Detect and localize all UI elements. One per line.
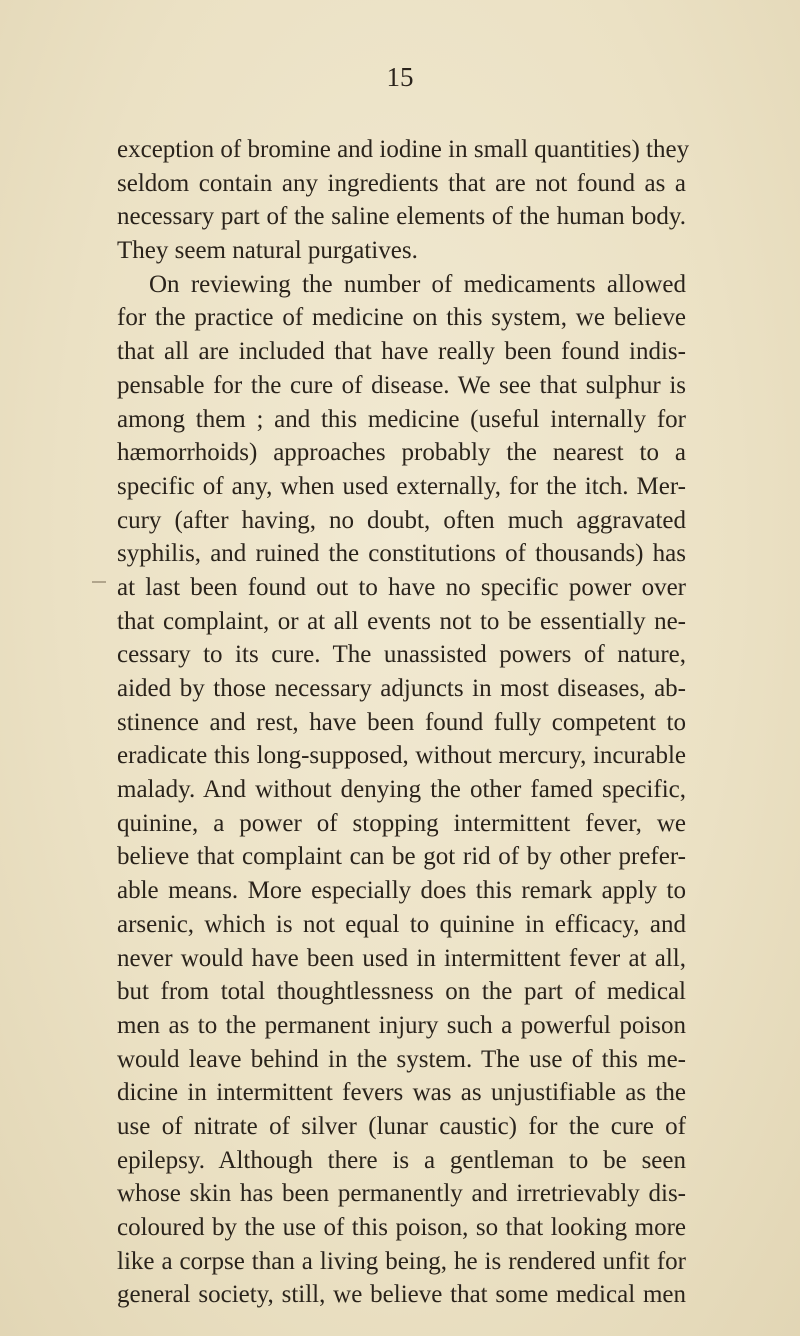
text-line: that complaint, or at all events not to be essentially ne- xyxy=(117,607,686,635)
text-line: aided by those necessary adjuncts in most diseases, ab- xyxy=(117,675,686,702)
text-line: stinence and rest, have been found fully competent to xyxy=(117,708,686,736)
text-line: On reviewing the number of medicaments allowed xyxy=(149,270,686,298)
text-line: but from total thoughtlessness on the part of medical xyxy=(117,978,686,1006)
page-number: 15 xyxy=(386,62,414,92)
text-line: epilepsy. Although there is a gentleman to be seen xyxy=(117,1146,686,1174)
margin-mark xyxy=(92,581,106,583)
text-line: never would have been used in intermittent fever at all, xyxy=(117,944,686,972)
text-line: coloured by the use of this poison, so that looking more xyxy=(117,1214,686,1241)
text-line: among them ; and this medicine (useful internally for xyxy=(117,405,686,433)
text-line: use of nitrate of silver (lunar caustic) for the cure of xyxy=(117,1112,686,1140)
text-line: specific of any, when used externally, for the itch. Mer- xyxy=(117,472,686,500)
text-line: would leave behind in the system. The use of this me- xyxy=(117,1045,686,1073)
text-line: They seem natural purgatives. xyxy=(117,237,418,265)
text-line: eradicate this long-supposed, without mercury, incurable xyxy=(117,742,686,770)
text-line: quinine, a power of stopping intermittent fever, we xyxy=(117,809,686,837)
text-line: for the practice of medicine on this system, we believe xyxy=(117,304,686,332)
text-line: whose skin has been permanently and irretrievably dis- xyxy=(117,1180,686,1208)
text-line: seldom contain any ingredients that are not found as a xyxy=(117,169,686,197)
text-line: pensable for the cure of disease. We see that sulphur is xyxy=(117,371,686,399)
text-line: necessary part of the saline elements of the human body. xyxy=(117,203,686,231)
text-line: general society, still, we believe that some medical men xyxy=(117,1281,686,1309)
text-line: like a corpse than a living being, he is rendered unfit for xyxy=(117,1247,686,1275)
text-line: men as to the permanent injury such a powerful poison xyxy=(117,1011,686,1039)
text-line: cessary to its cure. The unassisted powers of nature, xyxy=(117,641,686,669)
body-text xyxy=(117,133,690,1312)
text-line: believe that complaint can be got rid of by other prefer- xyxy=(117,843,686,871)
text-line: at last been found out to have no specific power over xyxy=(117,573,686,601)
text-line: syphilis, and ruined the constitutions of thousands) has xyxy=(117,540,686,568)
text-line: dicine in intermittent fevers was as unjustifiable as the xyxy=(117,1079,686,1107)
text-line: arsenic, which is not equal to quinine in efficacy, and xyxy=(117,910,686,938)
text-line: able means. More especially does this remark apply to xyxy=(117,877,686,905)
text-line: that all are included that have really been found indis- xyxy=(117,338,686,366)
text-line: exception of bromine and iodine in small quantities) they xyxy=(117,136,690,163)
text-line: malady. And without denying the other famed specific, xyxy=(117,776,686,804)
text-line: hæmorrhoids) approaches probably the nearest to a xyxy=(117,439,686,467)
text-line: cury (after having, no doubt, often much aggravated xyxy=(117,506,686,534)
